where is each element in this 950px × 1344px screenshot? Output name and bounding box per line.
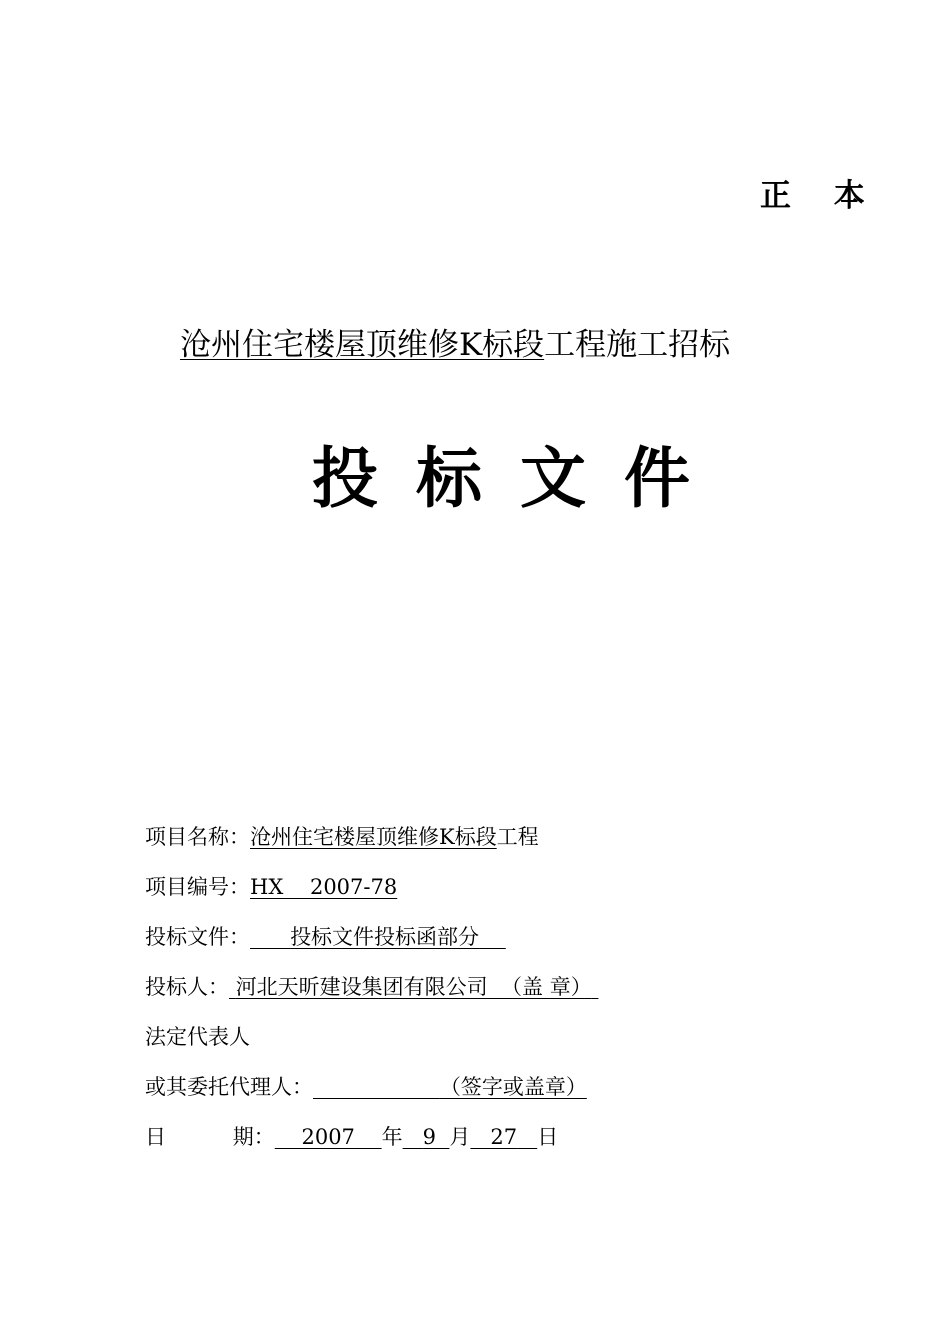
project-title-underlined: 沧州住宅楼屋顶维修K标段	[180, 327, 545, 363]
project-name-value: 沧州住宅楼屋顶维修K标段	[250, 825, 497, 849]
agent-label: 或其委托代理人：	[145, 1075, 313, 1099]
project-title	[180, 319, 730, 364]
agent-row	[145, 1072, 587, 1102]
legal-rep-label: 法定代表人	[145, 1025, 250, 1049]
project-title-rest: 工程施工招标	[544, 327, 731, 363]
project-number-label: 项目编号：	[145, 875, 250, 899]
agent-value: （签字或盖章）	[439, 1075, 587, 1099]
bidder-row	[145, 972, 598, 1002]
bid-document-label: 投标文件：	[145, 925, 250, 949]
document-title: 投标文件	[312, 440, 728, 517]
project-number-row	[145, 872, 397, 902]
date-day: 27	[490, 1125, 518, 1149]
date-day-unit: 日	[537, 1125, 559, 1149]
project-number-value: HX 2007-78	[250, 875, 398, 899]
project-name-row	[145, 822, 539, 852]
legal-rep-row	[145, 1022, 250, 1052]
date-month-unit: 月	[449, 1125, 471, 1149]
bid-document-row	[145, 922, 506, 952]
date-year-unit: 年	[381, 1125, 403, 1149]
bidder-value: 河北天昕建设集团有限公司 （盖 章）	[235, 975, 592, 999]
bid-document-value: 投标文件投标函部分	[290, 925, 480, 949]
project-name-label: 项目名称：	[145, 825, 250, 849]
date-label: 日 期：	[145, 1125, 275, 1149]
copy-mark: 正 本	[760, 178, 881, 214]
date-row	[145, 1122, 558, 1152]
project-name-suffix: 工程	[496, 825, 539, 849]
bidder-label: 投标人：	[145, 975, 229, 999]
date-month: 9	[422, 1125, 437, 1149]
date-year: 2007	[301, 1125, 355, 1149]
